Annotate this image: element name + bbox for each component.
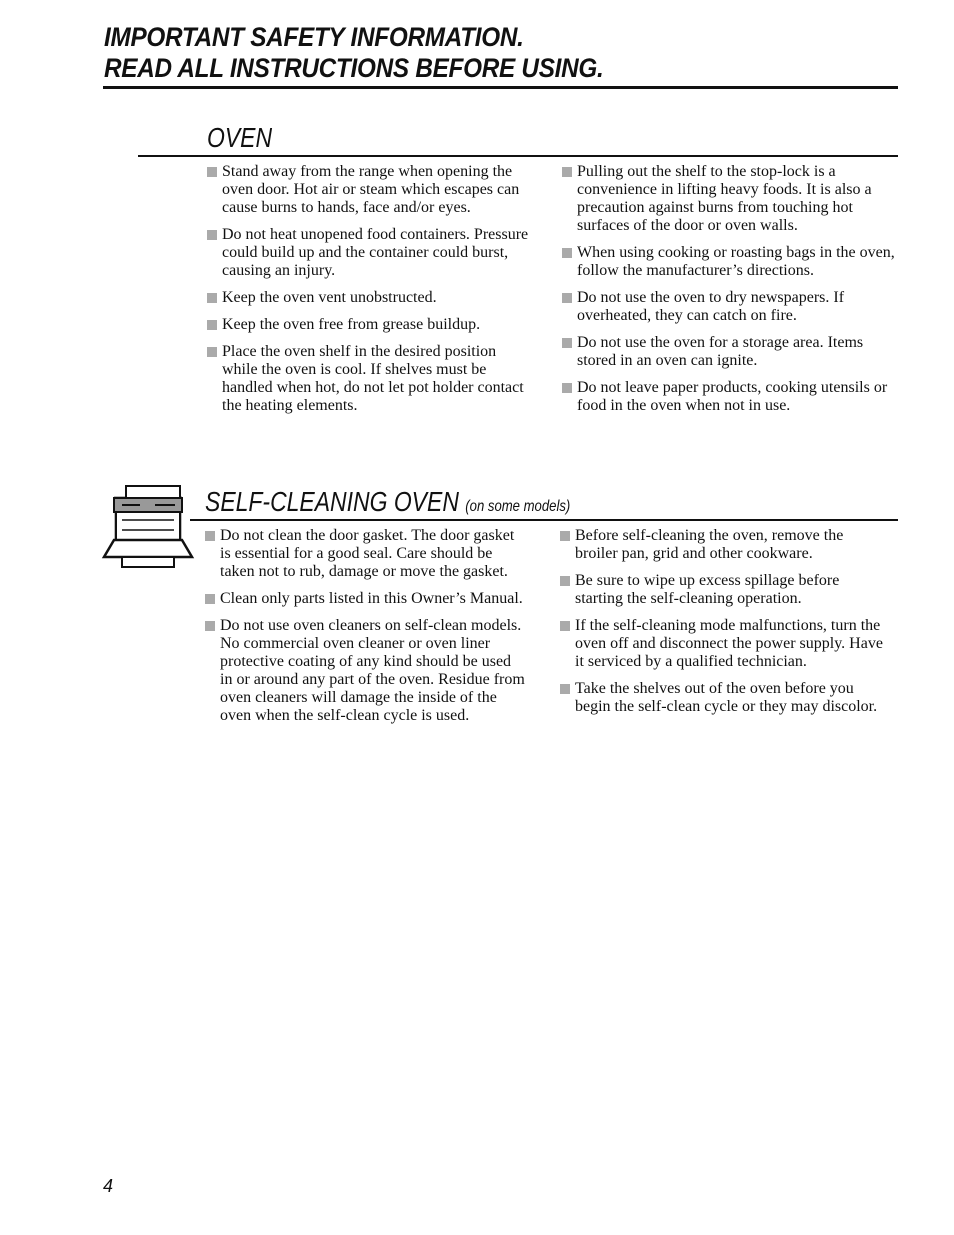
bullet-item <box>207 226 532 280</box>
oven-right-column <box>562 163 897 424</box>
square-bullet-icon <box>205 594 215 604</box>
square-bullet-icon <box>562 338 572 348</box>
square-bullet-icon <box>562 248 572 258</box>
self-cleaning-rule <box>190 519 898 521</box>
oven-heading: OVEN <box>207 122 273 153</box>
square-bullet-icon <box>207 347 217 357</box>
bullet-text: Clean only parts listed in this Owner’s Manual. <box>220 590 523 607</box>
bullet-item <box>562 289 897 325</box>
square-bullet-icon <box>562 383 572 393</box>
bullet-text: Keep the oven free from grease buildup. <box>222 316 481 333</box>
self-cleaning-right-column <box>560 527 885 725</box>
bullet-item <box>207 343 532 415</box>
bullet-text: Be sure to wipe up excess spillage before starting the self-cleaning operation. <box>575 572 840 607</box>
bullet-text: Take the shelves out of the oven before you begin the self-clean cycle or they may discolor. <box>575 680 878 715</box>
bullet-item <box>560 680 885 716</box>
bullet-text: Place the oven shelf in the desired position while the oven is cool. If shelves must be handled when hot, do not let pot holder contact the heating elements. <box>222 343 524 414</box>
square-bullet-icon <box>560 576 570 586</box>
bullet-text: Do not leave paper products, cooking utensils or food in the oven when not in use. <box>577 379 888 414</box>
bullet-text: When using cooking or roasting bags in the oven, follow the manufacturer’s directions. <box>577 244 895 279</box>
square-bullet-icon <box>562 293 572 303</box>
square-bullet-icon <box>207 167 217 177</box>
bullet-text: Do not clean the door gasket. The door gasket is essential for a good seal. Care should be taken not to rub, damage or move the gasket. <box>220 527 515 580</box>
bullet-text: Do not use the oven for a storage area. Items stored in an oven can ignite. <box>577 334 864 369</box>
self-cleaning-title: SELF-CLEANING OVEN <box>205 486 459 517</box>
title-line-1: IMPORTANT SAFETY INFORMATION. <box>104 22 524 52</box>
bullet-text: Do not use oven cleaners on self-clean models. No commercial oven cleaner or oven liner protective coating of any kind should be used in or around any part of the oven. Residue from oven cleaners will damage the inside of the oven when the self-clean cycle is used. <box>220 617 525 724</box>
page-number: 4 <box>103 1176 114 1196</box>
bullet-item <box>205 527 525 581</box>
oven-rule <box>138 155 898 157</box>
square-bullet-icon <box>205 621 215 631</box>
square-bullet-icon <box>207 230 217 240</box>
square-bullet-icon <box>562 167 572 177</box>
bullet-text: Stand away from the range when opening the oven door. Hot air or steam which escapes can cause burns to hands, face and/or eyes. <box>222 163 520 216</box>
bullet-item <box>562 244 897 280</box>
square-bullet-icon <box>207 320 217 330</box>
bullet-item <box>205 617 525 725</box>
bullet-text: Pulling out the shelf to the stop-lock is a convenience in lifting heavy foods. It is also a precaution against burns from touching hot surfaces of the door or oven walls. <box>577 163 872 234</box>
bullet-item <box>562 334 897 370</box>
self-cleaning-left-column <box>205 527 525 734</box>
square-bullet-icon <box>560 684 570 694</box>
bullet-item <box>205 590 525 608</box>
bullet-text: If the self-cleaning mode malfunctions, turn the oven off and disconnect the power supply. Have it serviced by a qualified technician. <box>575 617 883 670</box>
bullet-text: Do not use the oven to dry newspapers. If overheated, they can catch on fire. <box>577 289 845 324</box>
square-bullet-icon <box>560 621 570 631</box>
title-line-2: READ ALL INSTRUCTIONS BEFORE USING. <box>104 53 604 83</box>
bullet-item <box>562 163 897 235</box>
square-bullet-icon <box>207 293 217 303</box>
bullet-item <box>207 163 532 217</box>
square-bullet-icon <box>205 531 215 541</box>
bullet-item <box>207 316 532 334</box>
oven-illustration-icon <box>100 482 195 572</box>
oven-left-column <box>207 163 532 424</box>
bullet-text: Do not heat unopened food containers. Pressure could build up and the container could burst, causing an injury. <box>222 226 529 279</box>
self-cleaning-subtitle: (on some models) <box>465 498 571 515</box>
bullet-item <box>560 617 885 671</box>
title-rule <box>103 86 898 89</box>
square-bullet-icon <box>560 531 570 541</box>
bullet-text: Keep the oven vent unobstructed. <box>222 289 437 306</box>
bullet-item <box>562 379 897 415</box>
bullet-item <box>560 527 885 563</box>
page-title <box>104 22 604 84</box>
self-cleaning-heading <box>205 486 570 523</box>
bullet-text: Before self-cleaning the oven, remove the broiler pan, grid and other cookware. <box>575 527 844 562</box>
bullet-item <box>560 572 885 608</box>
bullet-item <box>207 289 532 307</box>
